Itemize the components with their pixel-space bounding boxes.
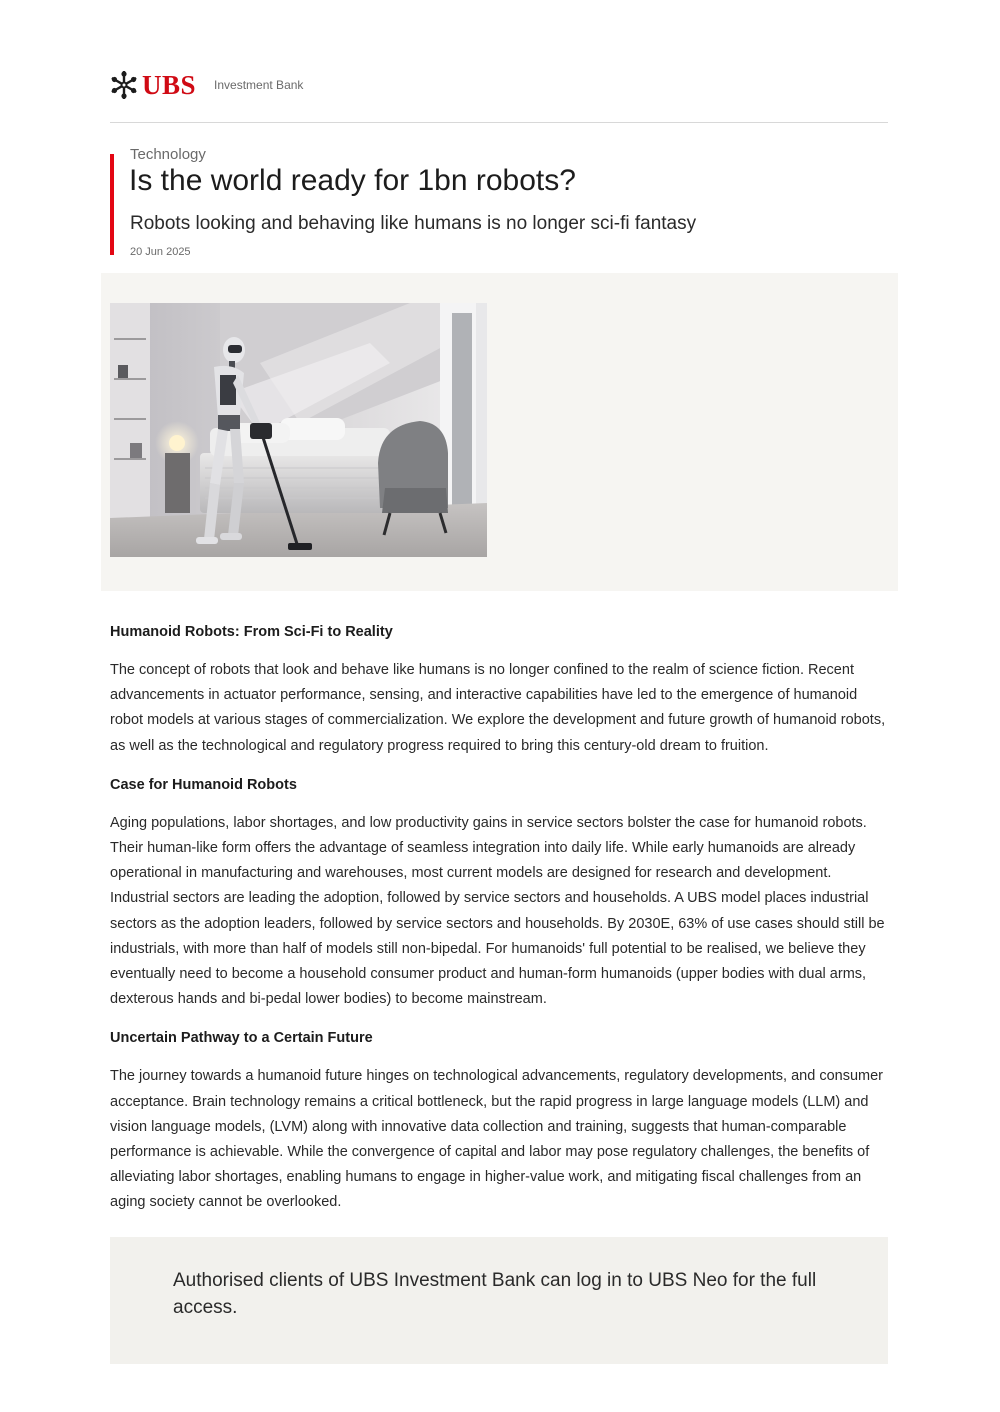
article-body: [110, 622, 890, 1216]
page-header: [110, 68, 888, 102]
article-date: 20 Jun 2025: [130, 246, 191, 258]
section-paragraph: Aging populations, labor shortages, and low productivity gains in service sectors bolster the case for humanoid robots. Their human-like form offers the advantage of seamless integration into daily life. While early humanoids are already operational in manufacturing and warehouses, most current models are designed for research and development. Industrial sectors are leading the adoption, followed by service sectors and households. A UBS model places industrial sectors as the adoption leaders, followed by service sectors and households. By 2030E, 63% of use cases should still be industrials, with more than half of models still non-bipedal. For humanoids' full potential to be realised, we believe they eventually need to become a household consumer product and human-form humanoids (upper bodies with dual arms, dexterous hands and bi-pedal lower bodies) to become mainstream.: [110, 814, 885, 1008]
header-divider: [110, 122, 888, 123]
division-label: Investment Bank: [214, 78, 304, 92]
section-heading: Case for Humanoid Robots: [110, 776, 297, 793]
accent-bar: [110, 154, 114, 255]
hero-image: [110, 303, 487, 557]
article-title-block: [110, 146, 888, 256]
section-heading: Humanoid Robots: From Sci-Fi to Reality: [110, 624, 393, 640]
article-subtitle: Robots looking and behaving like humans is no longer sci-fi fantasy: [130, 213, 697, 234]
section-heading: Uncertain Pathway to a Certain Future: [110, 1030, 373, 1047]
article-category: Technology: [130, 146, 206, 163]
hero-panel: [101, 273, 898, 591]
section-paragraph: The journey towards a humanoid future hinges on technological advancements, regulatory developments, and consumer acceptance. Brain technology remains a critical bottleneck, but the rapid progress in large language models (LLM) and vision language models, (LVM) along with innovative data collection and training, suggests that human-comparable performance is achievable. While the convergence of capital and labor may pose regulatory challenges, the benefits of alleviating labor shortages, enabling humans to engage in higher-value work, and mitigating fiscal challenges from an aging society cannot be overlooked.: [110, 1068, 883, 1211]
ubs-keys-icon: [110, 70, 138, 100]
section-paragraph: The concept of robots that look and behave like humans is no longer confined to the realm of science fiction. Recent advancements in actuator performance, sensing, and interactive capabilities have led to the emergence of humanoid robot models at various stages of commercialization. We explore the development and future growth of humanoid robots, as well as the technological and regulatory progress required to bring this century-old dream to fruition.: [110, 662, 886, 754]
ubs-logo[interactable]: [110, 70, 196, 100]
client-login-callout: [110, 1237, 888, 1364]
article-title: Is the world ready for 1bn robots?: [129, 164, 576, 197]
callout-text: Authorised clients of UBS Investment Bank can log in to UBS Neo for the full access.: [173, 1270, 817, 1318]
logo-text: UBS: [142, 69, 197, 100]
